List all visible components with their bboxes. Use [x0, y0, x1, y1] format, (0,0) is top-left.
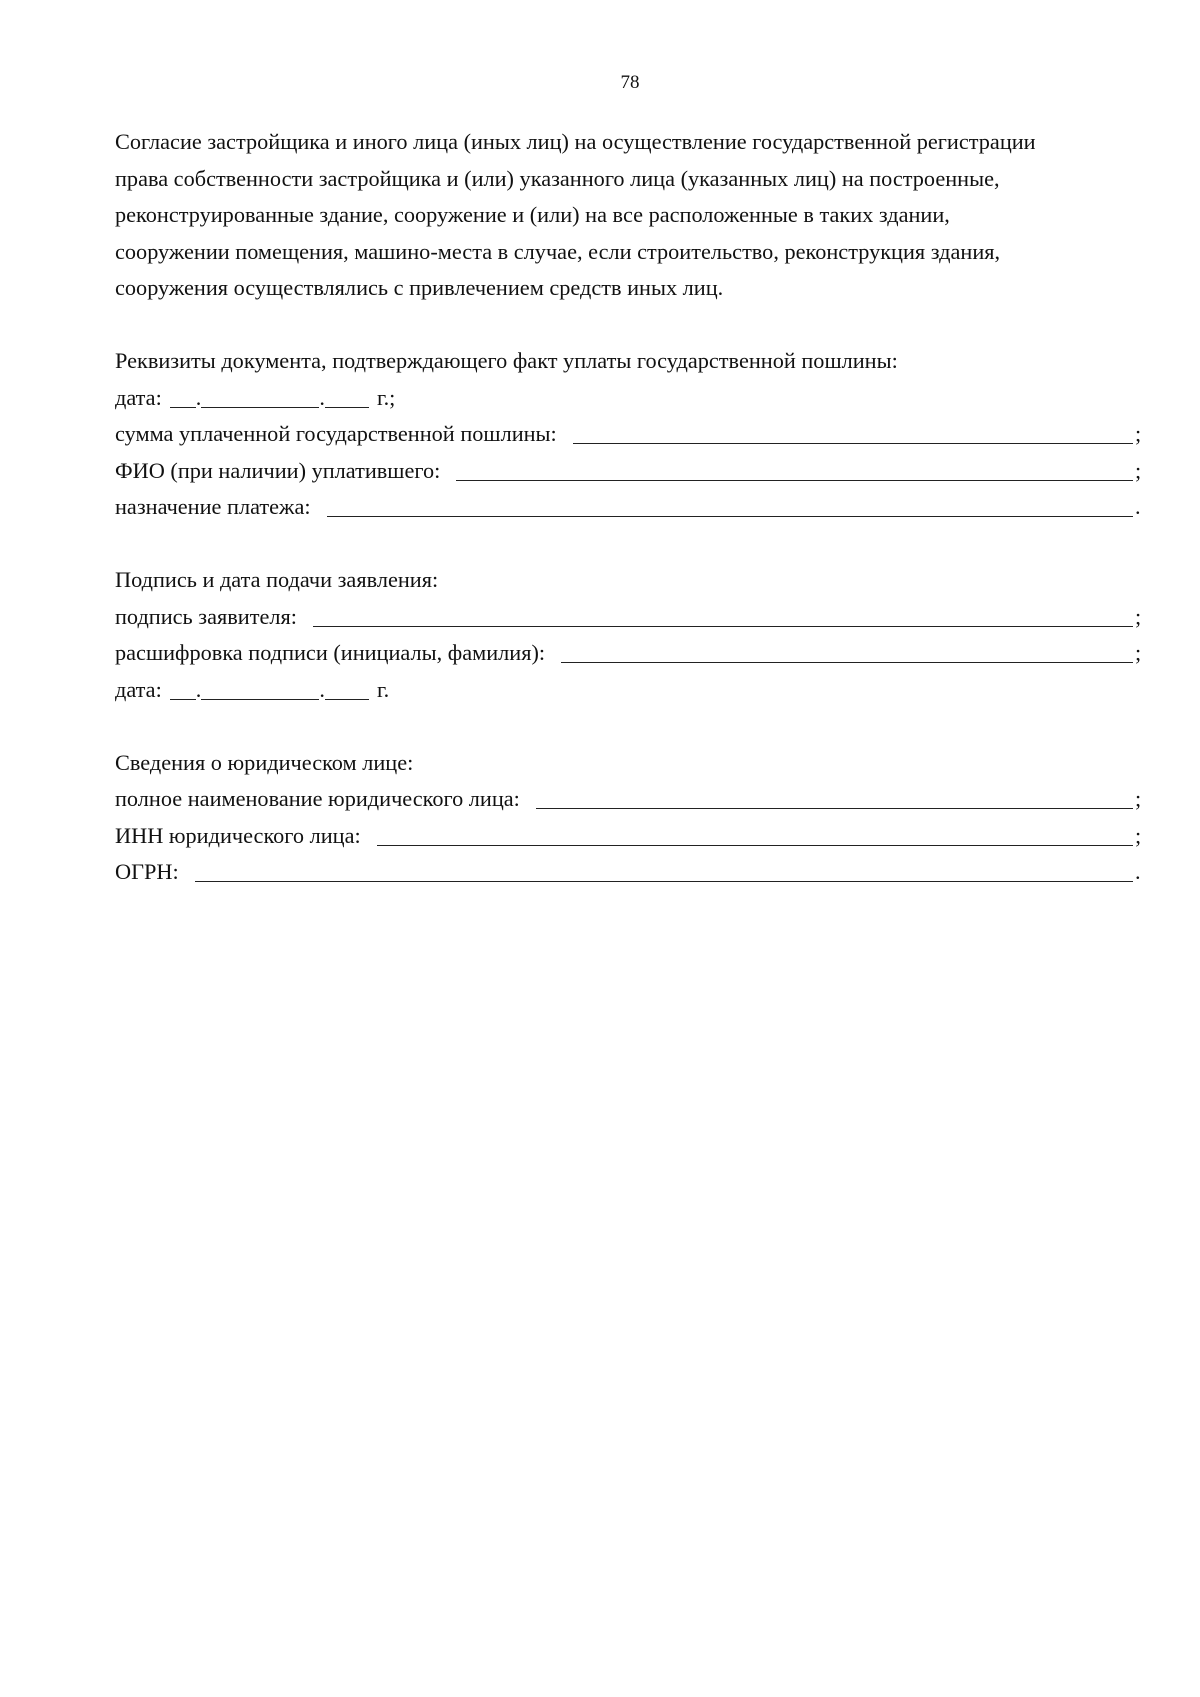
decode-field[interactable]	[561, 642, 1133, 663]
signature-date-row	[115, 672, 1143, 709]
signature-date-suffix: г.	[376, 676, 390, 702]
payment-heading: Реквизиты документа, подтверждающего факт уплаты государственной пошлины:	[115, 348, 898, 373]
signature-date-label: дата:	[115, 676, 162, 702]
line-end: .	[1135, 859, 1141, 884]
legal-entity-section	[115, 745, 1143, 891]
date-separator: .	[319, 676, 325, 702]
line-end: ;	[1135, 786, 1142, 811]
consent-line: сооружении помещения, машино-места в случае, если строительство, реконструкция здания,	[115, 238, 1001, 264]
page-number: 78	[620, 72, 640, 93]
inn-field[interactable]	[377, 825, 1133, 846]
decode-label: расшифровка подписи (инициалы, фамилия):	[115, 640, 546, 665]
inn-row	[115, 818, 1143, 855]
line-end: ;	[1135, 457, 1142, 483]
payer-row	[115, 453, 1143, 490]
inn-label: ИНН юридического лица:	[115, 822, 361, 848]
amount-row	[115, 416, 1143, 453]
sign-field[interactable]	[313, 606, 1133, 627]
payment-date-suffix: г.;	[376, 384, 396, 410]
entity-name-field[interactable]	[536, 788, 1133, 809]
ogrn-row	[115, 854, 1143, 891]
payment-section	[115, 343, 1143, 526]
sign-row	[115, 599, 1143, 636]
line-end: .	[1135, 494, 1141, 519]
consent-line: реконструированные здание, сооружение и (или) на все расположенные в таких здании,	[115, 202, 950, 227]
purpose-field[interactable]	[327, 496, 1133, 517]
payer-label: ФИО (при наличии) уплатившего:	[115, 457, 441, 483]
date-separator: .	[195, 676, 202, 702]
line-end: ;	[1135, 640, 1142, 665]
payment-date-label: дата:	[115, 384, 162, 410]
signature-heading: Подпись и дата подачи заявления:	[115, 567, 439, 592]
payment-date-year-field[interactable]	[325, 387, 369, 408]
purpose-row	[115, 489, 1143, 526]
ogrn-label: ОГРН:	[115, 859, 179, 884]
date-separator: .	[195, 384, 202, 410]
line-end: ;	[1135, 822, 1142, 848]
consent-line: Согласие застройщика и иного лица (иных лиц) на осуществление государственной регистрации	[115, 129, 1036, 154]
amount-field[interactable]	[573, 423, 1133, 444]
decode-row	[115, 635, 1143, 672]
signature-date-month-field[interactable]	[201, 679, 319, 700]
date-separator: .	[319, 384, 325, 410]
consent-paragraph	[115, 124, 1143, 307]
payment-date-month-field[interactable]	[201, 387, 319, 408]
consent-line: права собственности застройщика и (или) указанного лица (указанных лиц) на построенные,	[115, 165, 1000, 191]
signature-date-day-field[interactable]	[170, 679, 196, 700]
line-end: ;	[1135, 421, 1142, 446]
sign-label: подпись заявителя:	[115, 603, 297, 629]
legal-entity-heading: Сведения о юридическом лице:	[115, 749, 414, 775]
line-end: ;	[1135, 603, 1142, 629]
form-content	[115, 124, 1143, 891]
signature-date-year-field[interactable]	[325, 679, 369, 700]
ogrn-field[interactable]	[195, 861, 1133, 882]
purpose-label: назначение платежа:	[115, 494, 311, 519]
signature-section	[115, 562, 1143, 708]
consent-line: сооружения осуществлялись с привлечением средств иных лиц.	[115, 275, 724, 300]
amount-label: сумма уплаченной государственной пошлины:	[115, 421, 557, 446]
entity-name-label: полное наименование юридического лица:	[115, 786, 520, 811]
payment-date-day-field[interactable]	[170, 387, 196, 408]
payment-date-row	[115, 380, 1143, 417]
entity-name-row	[115, 781, 1143, 818]
payer-field[interactable]	[456, 460, 1133, 481]
